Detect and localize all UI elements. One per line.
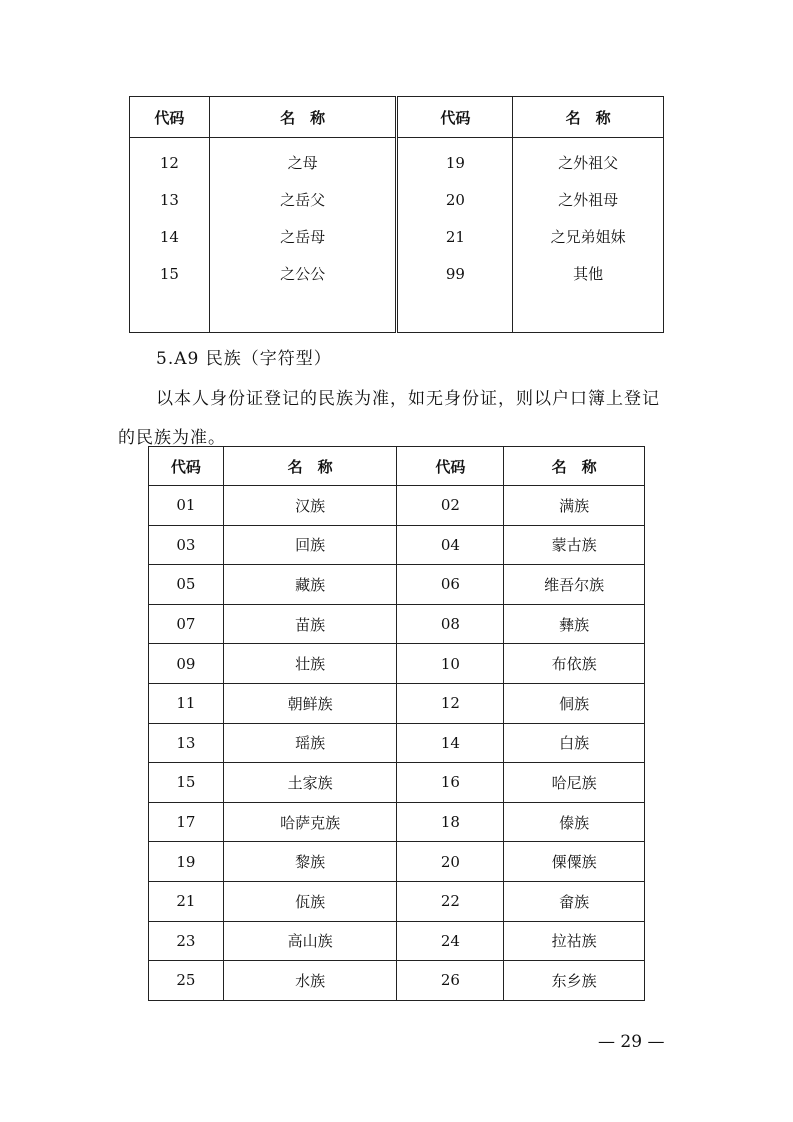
code-cell: 09: [149, 644, 224, 684]
header-name: 名 称: [209, 97, 397, 138]
name-cell: 之外祖父: [513, 138, 664, 182]
name-cell: 之公公: [209, 255, 397, 292]
table-header-row: [130, 97, 664, 138]
header-code: 代码: [397, 447, 504, 486]
name-cell: 之兄弟姐妹: [513, 218, 664, 255]
name-cell: 之外祖母: [513, 181, 664, 218]
name-cell: 瑶族: [223, 723, 397, 763]
code-cell: 10: [397, 644, 504, 684]
code-cell: 12: [397, 683, 504, 723]
ethnicity-table-body: [149, 486, 645, 1001]
name-cell: 布依族: [504, 644, 645, 684]
ethnicity-code-table: [148, 446, 645, 1001]
name-cell: 汉族: [223, 486, 397, 526]
code-cell: 13: [149, 723, 224, 763]
name-cell: 高山族: [223, 921, 397, 961]
name-cell: 回族: [223, 525, 397, 565]
code-cell: 22: [397, 881, 504, 921]
code-cell: 19: [149, 842, 224, 882]
name-cell: 哈萨克族: [223, 802, 397, 842]
table-row: [149, 723, 645, 763]
code-cell: 06: [397, 565, 504, 605]
name-cell: 苗族: [223, 604, 397, 644]
code-cell: 21: [149, 881, 224, 921]
code-cell: 18: [397, 802, 504, 842]
code-cell: 16: [397, 763, 504, 803]
name-cell: 之母: [209, 138, 397, 182]
code-cell: 20: [397, 181, 513, 218]
table-row: [149, 644, 645, 684]
header-code: 代码: [130, 97, 210, 138]
code-cell: 17: [149, 802, 224, 842]
section-heading: 5.A9 民族（字符型）: [156, 349, 332, 369]
name-cell: 壮族: [223, 644, 397, 684]
code-cell: 12: [130, 138, 210, 182]
code-cell: 15: [130, 255, 210, 292]
table-header-row: [149, 447, 645, 486]
name-cell: 畲族: [504, 881, 645, 921]
name-cell: 蒙古族: [504, 525, 645, 565]
table-row: [130, 218, 664, 255]
name-cell: 黎族: [223, 842, 397, 882]
name-cell: 之岳父: [209, 181, 397, 218]
header-name: 名 称: [504, 447, 645, 486]
code-cell: 07: [149, 604, 224, 644]
relationship-code-table: [129, 96, 664, 333]
code-cell: 24: [397, 921, 504, 961]
name-cell: 拉祜族: [504, 921, 645, 961]
name-cell: 侗族: [504, 683, 645, 723]
table-row: [130, 255, 664, 292]
name-cell: 维吾尔族: [504, 565, 645, 605]
name-cell: 土家族: [223, 763, 397, 803]
table-row: [149, 565, 645, 605]
code-cell: 14: [130, 218, 210, 255]
code-cell: 20: [397, 842, 504, 882]
name-cell: 藏族: [223, 565, 397, 605]
code-cell: 05: [149, 565, 224, 605]
name-cell: 白族: [504, 723, 645, 763]
name-cell: 傣族: [504, 802, 645, 842]
table-row: [149, 604, 645, 644]
table-row: [130, 181, 664, 218]
name-cell: 佤族: [223, 881, 397, 921]
section-paragraph-line-1: 以本人身份证登记的民族为准，如无身份证，则以户口簿上登记: [156, 389, 660, 409]
name-cell: 其他: [513, 255, 664, 292]
code-cell: 99: [397, 255, 513, 292]
name-cell: 哈尼族: [504, 763, 645, 803]
table-row: [149, 842, 645, 882]
name-cell: 之岳母: [209, 218, 397, 255]
section-paragraph-line-2: 的民族为准。: [118, 428, 226, 448]
name-cell: 水族: [223, 961, 397, 1001]
table-row: [149, 683, 645, 723]
page-number: — 29 —: [598, 1032, 665, 1052]
code-cell: 13: [130, 181, 210, 218]
table-row: [149, 961, 645, 1001]
name-cell: 彝族: [504, 604, 645, 644]
code-cell: 04: [397, 525, 504, 565]
code-cell: 08: [397, 604, 504, 644]
table-row: [149, 763, 645, 803]
code-cell: 14: [397, 723, 504, 763]
code-cell: 23: [149, 921, 224, 961]
table-row: [149, 525, 645, 565]
table-row: [149, 881, 645, 921]
name-cell: 满族: [504, 486, 645, 526]
header-code: 代码: [397, 97, 513, 138]
name-cell: 傈僳族: [504, 842, 645, 882]
header-code: 代码: [149, 447, 224, 486]
table-row: [149, 802, 645, 842]
code-cell: 15: [149, 763, 224, 803]
table-row: [149, 486, 645, 526]
code-cell: 19: [397, 138, 513, 182]
name-cell: 朝鲜族: [223, 683, 397, 723]
code-cell: 25: [149, 961, 224, 1001]
table-row: [130, 138, 664, 182]
code-cell: 01: [149, 486, 224, 526]
header-name: 名 称: [223, 447, 397, 486]
code-cell: 26: [397, 961, 504, 1001]
code-cell: 11: [149, 683, 224, 723]
name-cell: 东乡族: [504, 961, 645, 1001]
code-cell: 02: [397, 486, 504, 526]
code-cell: 21: [397, 218, 513, 255]
table-empty-row: [130, 292, 664, 333]
header-name: 名 称: [513, 97, 664, 138]
code-cell: 03: [149, 525, 224, 565]
table-row: [149, 921, 645, 961]
